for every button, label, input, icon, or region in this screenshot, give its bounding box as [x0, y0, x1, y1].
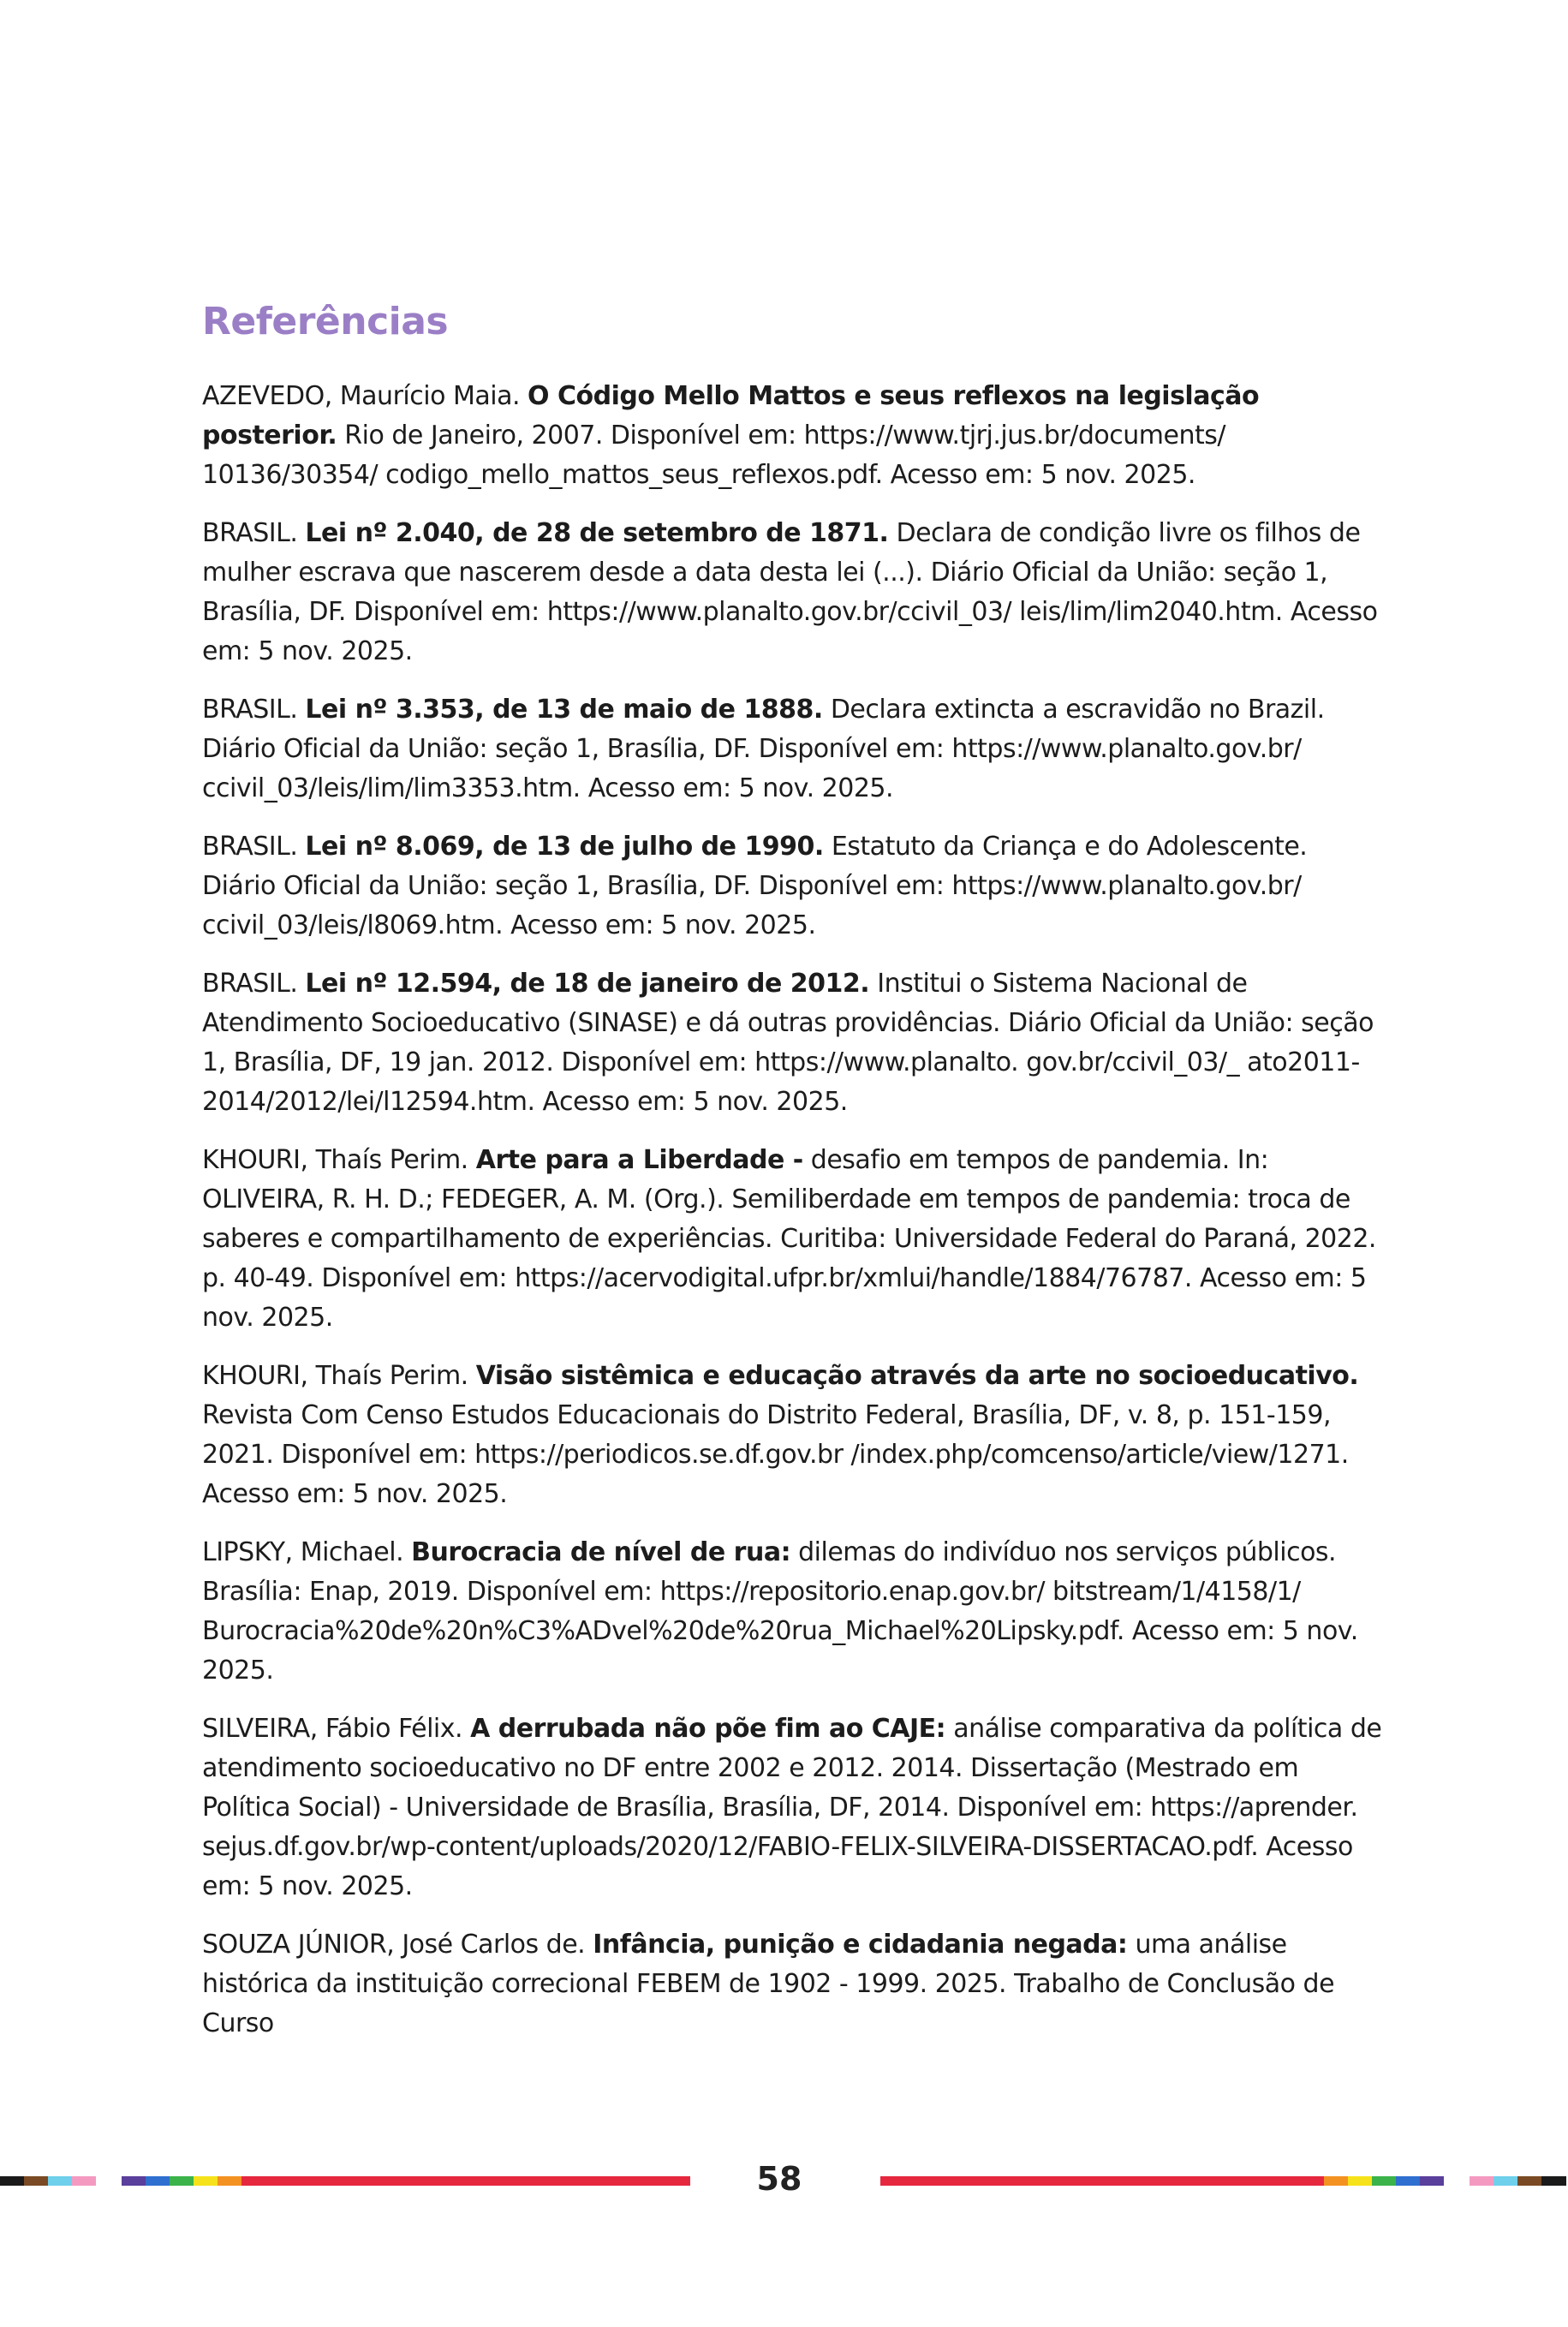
reference-title: Arte para a Liberdade -: [475, 1145, 803, 1175]
stripe-segment: [146, 2176, 170, 2186]
footer-stripe-left: [0, 2176, 690, 2186]
stripe-segment: [1541, 2176, 1566, 2186]
reference-author: BRASIL.: [202, 969, 306, 999]
reference-list: [202, 377, 1384, 2062]
stripe-segment: [1420, 2176, 1444, 2186]
reference-details: Institui o Sistema Nacional de Atendimento Socioeducativo (SINASE) e dá outras providências. Diário Oficial da União: seção 1, Brasília, DF, 19 jan. 2012. Disponível em: https://www.planalto. gov.br/ccivil_03/_ ato2011-2014/2012/lei/l12594.htm. Acesso em: 5 nov. 2025.: [202, 969, 1374, 1117]
page-title: Referências: [202, 300, 449, 343]
stripe-segment: [218, 2176, 241, 2186]
reference-author: BRASIL.: [202, 832, 306, 862]
reference-author: AZEVEDO, Maurício Maia.: [202, 381, 528, 411]
reference-item: [202, 1141, 1384, 1338]
stripe-segment: [122, 2176, 146, 2186]
reference-details: Rio de Janeiro, 2007. Disponível em: https://www.tjrj.jus.br/documents/ 10136/30354/ codigo_mello_mattos_seus_reflexos.pdf. Acesso em: 5 nov. 2025.: [202, 421, 1225, 490]
reference-item: [202, 1357, 1384, 1514]
stripe-segment: [48, 2176, 72, 2186]
reference-author: KHOURI, Thaís Perim.: [202, 1145, 476, 1175]
stripe-segment: [170, 2176, 194, 2186]
reference-item: [202, 1925, 1384, 2044]
reference-details: Estatuto da Criança e do Adolescente. Diário Oficial da União: seção 1, Brasília, DF. Disponível em: https://www.planalto.gov.br/ ccivil_03/leis/l8069.htm. Acesso em: 5 nov. 2025.: [202, 832, 1308, 940]
reference-item: [202, 827, 1384, 946]
stripe-segment: [24, 2176, 48, 2186]
reference-title: O Código Mello Mattos e seus reflexos na legislação posterior.: [202, 381, 1260, 450]
reference-item: [202, 964, 1384, 1122]
reference-item: [202, 1533, 1384, 1691]
reference-author: KHOURI, Thaís Perim.: [202, 1361, 476, 1391]
stripe-segment: [194, 2176, 218, 2186]
stripe-segment: [1348, 2176, 1372, 2186]
reference-title: Burocracia de nível de rua:: [411, 1537, 791, 1567]
reference-item: [202, 377, 1384, 495]
stripe-segment: [1493, 2176, 1517, 2186]
reference-item: [202, 1709, 1384, 1906]
reference-title: Lei nº 12.594, de 18 de janeiro de 2012.: [305, 969, 870, 999]
reference-title: Lei nº 2.040, de 28 de setembro de 1871.: [305, 518, 889, 548]
reference-author: BRASIL.: [202, 695, 306, 725]
footer-stripe-right: [880, 2176, 1568, 2186]
reference-title: A derrubada não põe fim ao CAJE:: [470, 1714, 946, 1744]
reference-details: Revista Com Censo Estudos Educacionais do Distrito Federal, Brasília, DF, v. 8, p. 151-159, 2021. Disponível em: https://periodicos.se.df.gov.br /index.php/comcenso/article/view/1271. Acesso em: 5 nov. 2025.: [202, 1400, 1349, 1509]
reference-details: desafio em tempos de pandemia. In: OLIVEIRA, R. H. D.; FEDEGER, A. M. (Org.). Semiliberdade em tempos de pandemia: troca de saberes e compartilhamento de experiências. Curitiba: Universidade Federal do Paraná, 2022. p. 40-49. Disponível em: https://acervodigital.ufpr.br/xmlui/handle/1884/76787. Acesso em: 5 nov. 2025.: [202, 1145, 1376, 1333]
reference-details: uma análise histórica da instituição correcional FEBEM de 1902 - 1999. 2025. Trabalho de Conclusão de Curso: [202, 1930, 1335, 2038]
reference-details: análise comparativa da política de atendimento socioeducativo no DF entre 2002 e 2012. 2014. Dissertação (Mestrado em Política Social) - Universidade de Brasília, Brasília, DF, 2014. Disponível em: https://aprender. sejus.df.gov.br/wp-content/uploads/2020/12/FABIO-FELIX-SILVEIRA-DISSERTACAO.pdf. Acesso em: 5 nov. 2025.: [202, 1714, 1382, 1901]
reference-item: [202, 690, 1384, 808]
reference-title: Infância, punição e cidadania negada:: [593, 1930, 1128, 1960]
reference-author: SILVEIRA, Fábio Félix.: [202, 1714, 471, 1744]
reference-title: Lei nº 8.069, de 13 de julho de 1990.: [305, 832, 824, 862]
reference-author: LIPSKY, Michael.: [202, 1537, 412, 1567]
reference-details: dilemas do indivíduo nos serviços públicos. Brasília: Enap, 2019. Disponível em: https://repositorio.enap.gov.br/ bitstream/1/4158/1/ Burocracia%20de%20n%C3%ADvel%20de%20rua_Michael%20Lipsky.pdf. Acesso em: 5 nov. 2025.: [202, 1537, 1358, 1686]
stripe-segment: [1517, 2176, 1541, 2186]
stripe-segment: [880, 2176, 1324, 2186]
reference-details: Declara de condição livre os filhos de mulher escrava que nascerem desde a data desta lei (...). Diário Oficial da União: seção 1, Brasília, DF. Disponível em: https://www.planalto.gov.br/ccivil_03/ leis/lim/lim2040.htm. Acesso em: 5 nov. 2025.: [202, 518, 1378, 666]
stripe-segment: [96, 2176, 122, 2186]
stripe-segment: [1470, 2176, 1493, 2186]
reference-item: [202, 514, 1384, 671]
stripe-segment: [241, 2176, 690, 2186]
stripe-segment: [1324, 2176, 1348, 2186]
stripe-segment: [72, 2176, 96, 2186]
reference-author: BRASIL.: [202, 518, 306, 548]
stripe-segment: [0, 2176, 24, 2186]
stripe-segment: [1396, 2176, 1420, 2186]
reference-author: SOUZA JÚNIOR, José Carlos de.: [202, 1930, 593, 1960]
reference-title: Lei nº 3.353, de 13 de maio de 1888.: [305, 695, 823, 725]
reference-title: Visão sistêmica e educação através da arte no socioeducativo.: [475, 1361, 1359, 1391]
page-number: 58: [756, 2160, 802, 2198]
stripe-segment: [1444, 2176, 1470, 2186]
stripe-segment: [1372, 2176, 1396, 2186]
reference-details: Declara extincta a escravidão no Brazil. Diário Oficial da União: seção 1, Brasília, DF. Disponível em: https://www.planalto.gov.br/ ccivil_03/leis/lim/lim3353.htm. Acesso em: 5 nov. 2025.: [202, 695, 1325, 803]
